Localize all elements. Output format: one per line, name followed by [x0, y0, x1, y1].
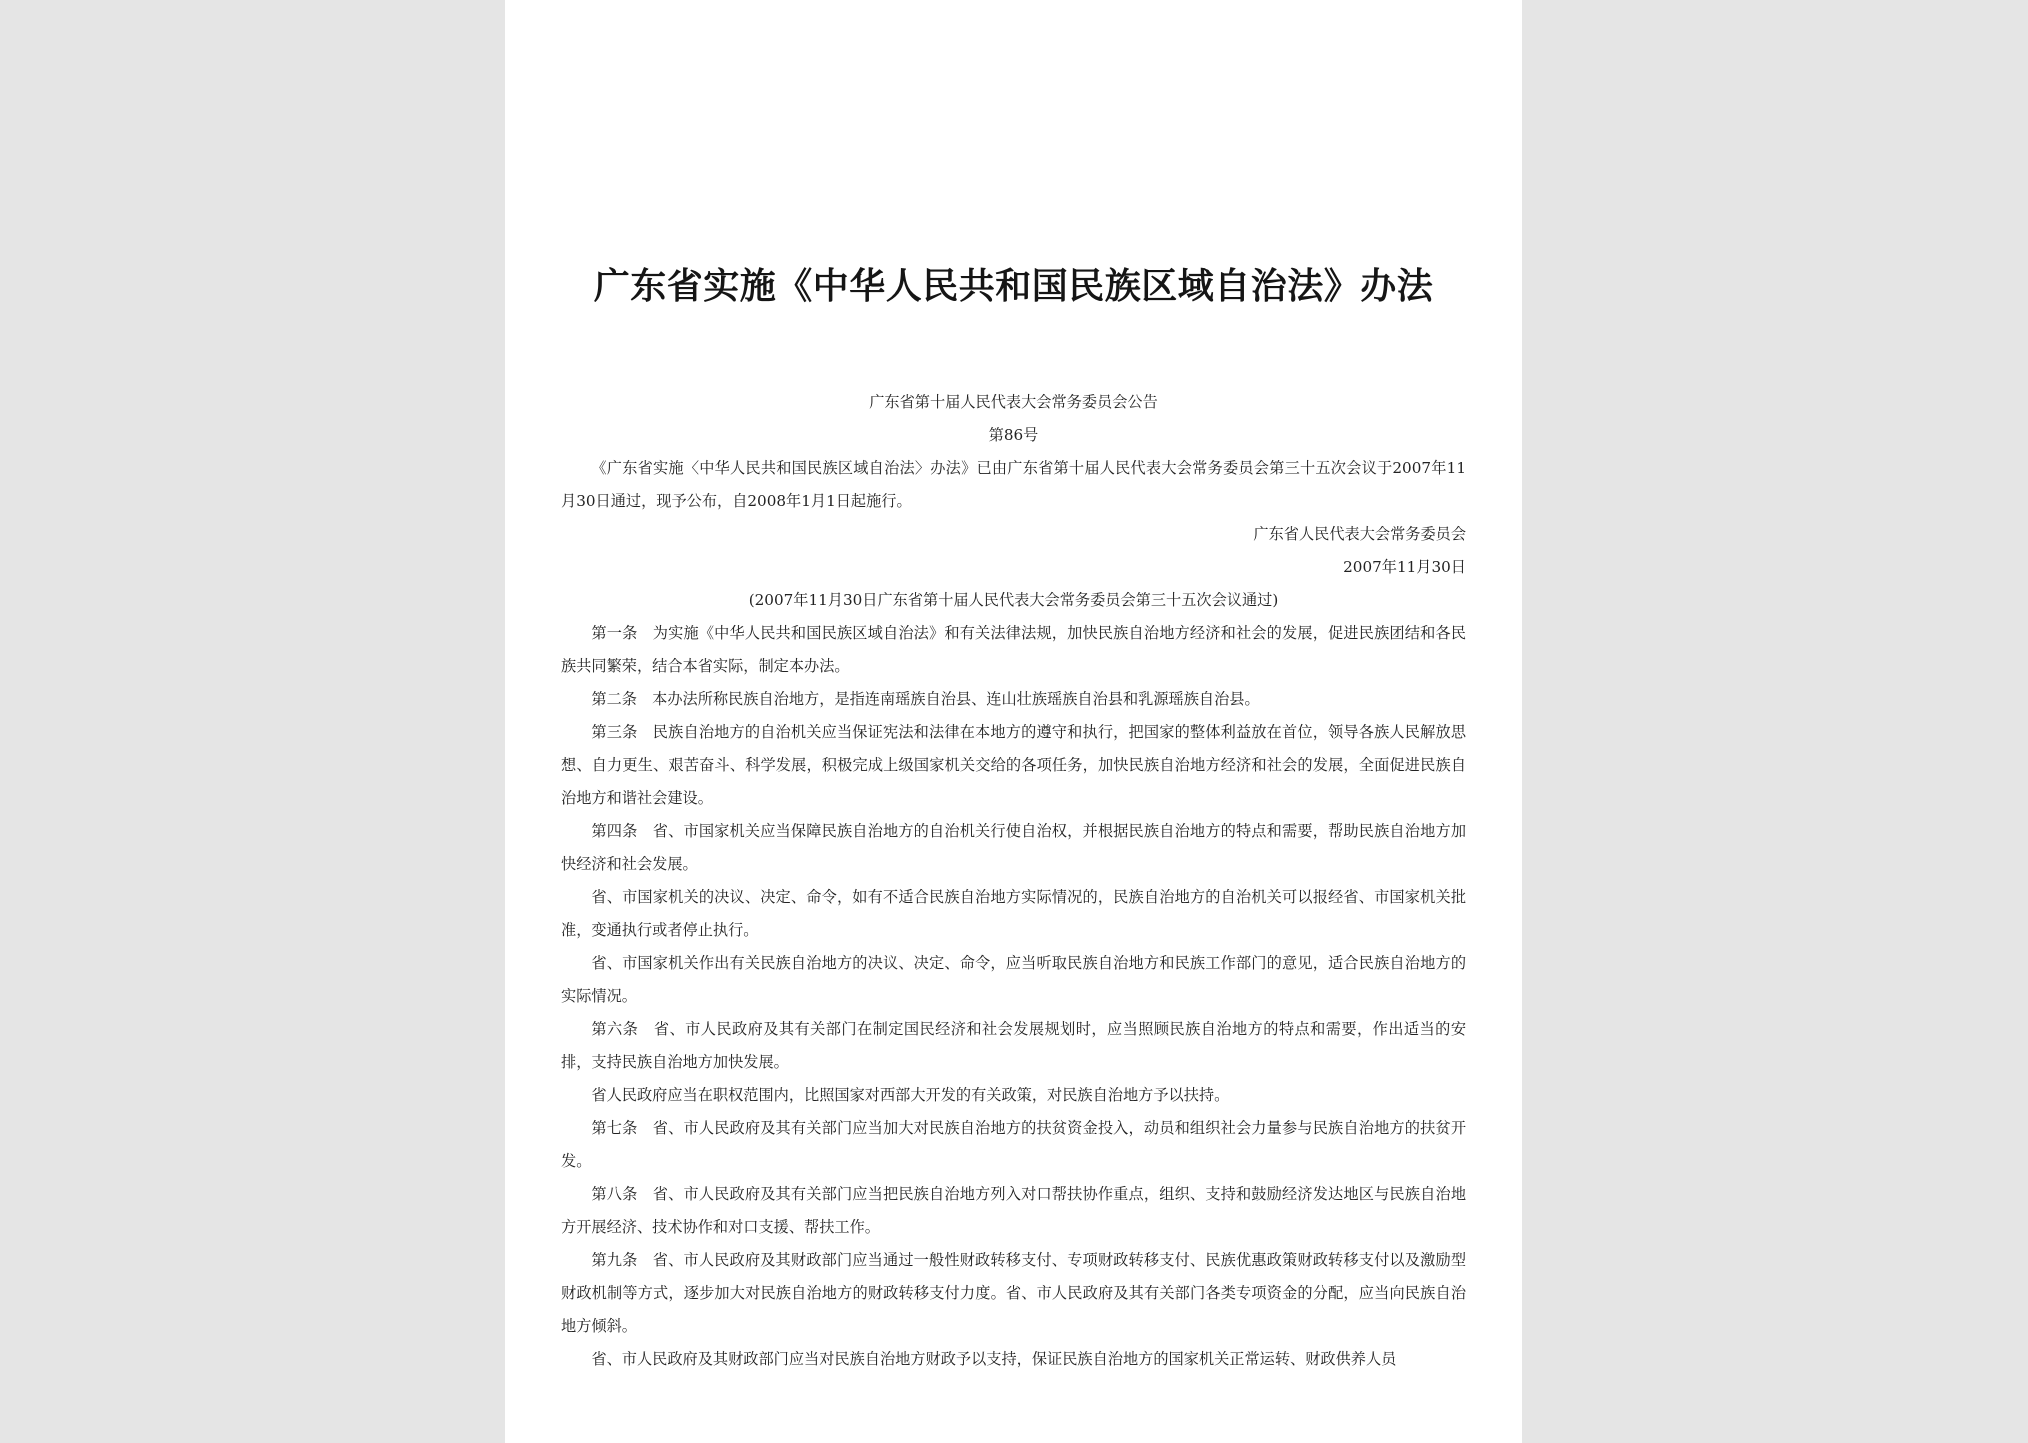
- announcement-text: 《广东省实施〈中华人民共和国民族区域自治法〉办法》已由广东省第十届人民代表大会常务委员会第三十五次会议于2007年11月30日通过，现予公布，自2008年1月1日起施行。: [561, 459, 1466, 510]
- document-title: 广东省实施《中华人民共和国民族区域自治法》办法: [593, 265, 1434, 307]
- document-body: [561, 386, 1466, 1376]
- paragraph: 第二条 本办法所称民族自治地方，是指连南瑶族自治县、连山壮族瑶族自治县和乳源瑶族自治县。: [591, 690, 1260, 708]
- paragraph: 省、市国家机关的决议、决定、命令，如有不适合民族自治地方实际情况的，民族自治地方的自治机关可以报经省、市国家机关批准，变通执行或者停止执行。: [561, 888, 1466, 939]
- paragraph: 省人民政府应当在职权范围内，比照国家对西部大开发的有关政策，对民族自治地方予以扶持。: [591, 1086, 1230, 1104]
- paragraph: 第四条 省、市国家机关应当保障民族自治地方的自治机关行使自治权，并根据民族自治地方的特点和需要，帮助民族自治地方加快经济和社会发展。: [561, 822, 1466, 873]
- paragraph: 第一条 为实施《中华人民共和国民族区域自治法》和有关法律法规，加快民族自治地方经济和社会的发展，促进民族团结和各民族共同繁荣，结合本省实际，制定本办法。: [561, 624, 1466, 675]
- adoption-note: (2007年11月30日广东省第十届人民代表大会常务委员会第三十五次会议通过): [748, 591, 1279, 609]
- paragraph: 第三条 民族自治地方的自治机关应当保证宪法和法律在本地方的遵守和执行，把国家的整体利益放在首位，领导各族人民解放思想、自力更生、艰苦奋斗、科学发展，积极完成上级国家机关交给的各项任务，加快民族自治地方经济和社会的发展，全面促进民族自治地方和谐社会建设。: [561, 723, 1466, 807]
- announcement-number: 第86号: [988, 426, 1039, 444]
- paragraph: 第九条 省、市人民政府及其财政部门应当通过一般性财政转移支付、专项财政转移支付、民族优惠政策财政转移支付以及激励型财政机制等方式，逐步加大对民族自治地方的财政转移支付力度。省、市人民政府及其有关部门各类专项资金的分配，应当向民族自治地方倾斜。: [561, 1251, 1466, 1335]
- announcement-signer: 广东省人民代表大会常务委员会: [1253, 525, 1466, 543]
- paragraph: 第六条 省、市人民政府及其有关部门在制定国民经济和社会发展规划时，应当照顾民族自治地方的特点和需要，作出适当的安排，支持民族自治地方加快发展。: [561, 1020, 1466, 1071]
- paragraph: 省、市国家机关作出有关民族自治地方的决议、决定、命令，应当听取民族自治地方和民族工作部门的意见，适合民族自治地方的实际情况。: [561, 954, 1466, 1005]
- paragraph: 第七条 省、市人民政府及其有关部门应当加大对民族自治地方的扶贫资金投入，动员和组织社会力量参与民族自治地方的扶贫开发。: [561, 1119, 1466, 1170]
- paragraph: 省、市人民政府及其财政部门应当对民族自治地方财政予以支持，保证民族自治地方的国家机关正常运转、财政供养人员: [591, 1350, 1397, 1368]
- paragraph: 第八条 省、市人民政府及其有关部门应当把民族自治地方列入对口帮扶协作重点，组织、支持和鼓励经济发达地区与民族自治地方开展经济、技术协作和对口支援、帮扶工作。: [561, 1185, 1466, 1236]
- document-page: [505, 0, 1522, 1443]
- announcement-date: 2007年11月30日: [1343, 558, 1466, 576]
- announcement-org: 广东省第十届人民代表大会常务委员会公告: [869, 393, 1158, 411]
